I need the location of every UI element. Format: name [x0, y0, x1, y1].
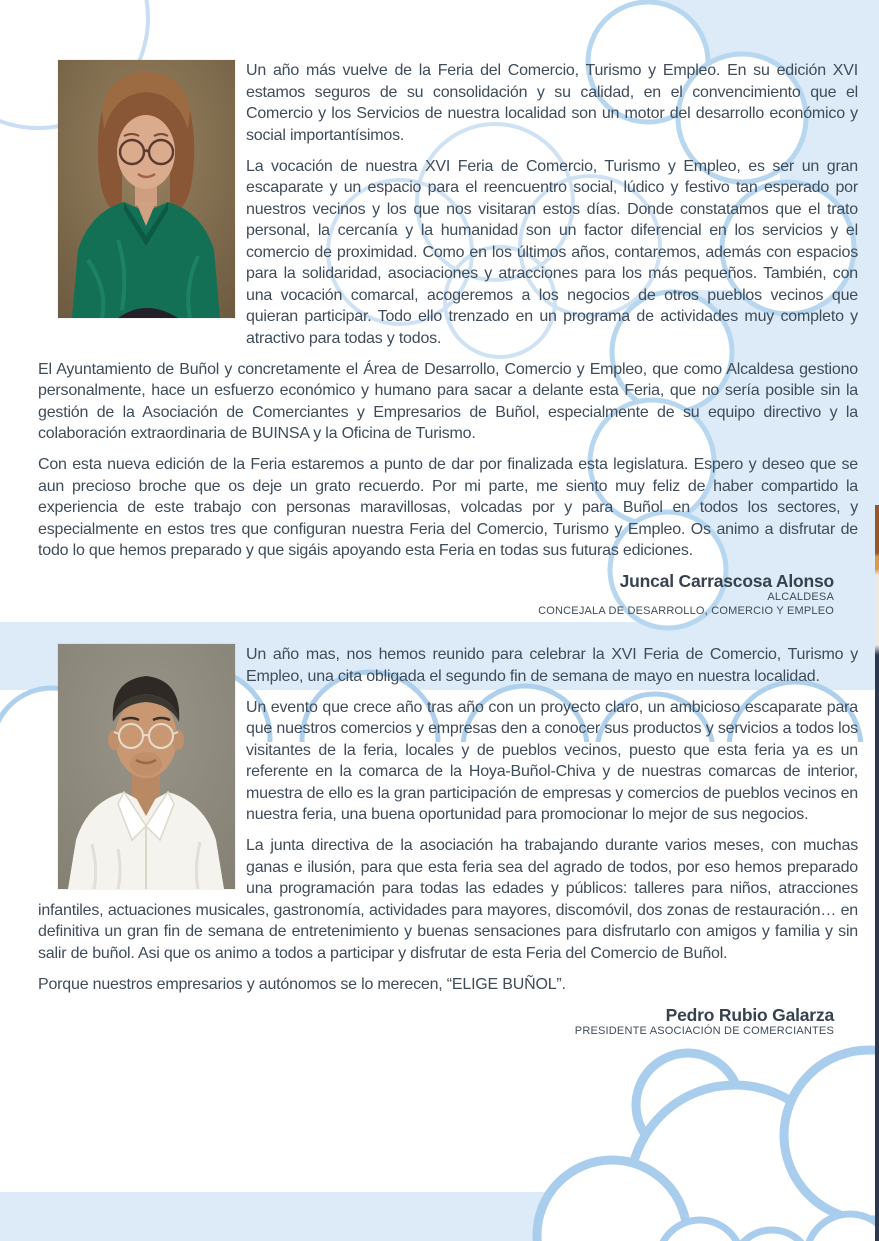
presidente-name: Pedro Rubio Galarza	[665, 1004, 834, 1025]
letter1-paragraph-4: Con esta nueva edición de la Feria estaremos a punto de dar por finalizada esta legislatura. Espero y deseo que se aun precioso broche que os deje un grato recuerdo. Por mi parte, me siento muy feliz de haber compartido la experiencia de este trabajo con personas maravillosas, volcadas por y para Buñol en todos los sectores, y especialmente en estos tres que configuran nuestra Feria del Comercio, Turismo y Empleo. Os animo a disfrutar de todo lo que hemos preparado y que sigáis apoyando esta Feria en todas sus futuras ediciones.	[38, 456, 858, 559]
letter-presidente	[38, 644, 858, 1038]
letter1-paragraph-3: El Ayuntamiento de Buñol y concretamente el Área de Desarrollo, Comercio y Empleo, que como Alcaldesa gestiono personalmente, hace un esfuerzo económico y humano para sacar a delante esta Feria, que no sería posible sin la gestión de la Asociación de Comerciantes y Empresarios de Buñol, especialmente de su equipo directivo y la colaboración extraordinaria de BUINSA y la Oficina de Turismo.	[38, 360, 858, 442]
letter2-paragraph-1: Un año mas, nos hemos reunido para celebrar la XVI Feria de Comercio, Turismo y Empleo, una cita obligada el segundo fin de semana de mayo en nuestra localidad.	[246, 646, 858, 685]
alcaldesa-signature	[38, 571, 858, 618]
presidente-portrait-illustration	[58, 644, 235, 889]
letter2-paragraph-3: La junta directiva de la asociación ha trabajando durante varios meses, con muchas ganas e ilusión, para que esta feria sea del agrado de todos, por eso hemos preparado una programación para todas las edades y públicos: talleres para niños, atracciones infantiles, actuaciones musicales, gastronomía, actividades para mayores, discomóvil, dos zonas de restauración… en definitiva un gran fin de semana de entretenimiento y buenas sensaciones para disfrutarlo con amigos y familia y sin salir de buñol. Asi que os animo a todos a participar y disfrutar de esta Feria del Comercio de Buñol.	[38, 837, 858, 962]
alcaldesa-portrait-illustration	[58, 60, 235, 318]
letter2-paragraph-2: Un evento que crece año tras año con un proyecto claro, un ambicioso escaparate para que nuestros comercios y empresas den a conocer sus productos y servicios a todos los visitantes de la feria, locales y de pueblos vecinos, puesto que esta feria ya es un referente en la comarca de la Hoya-Buñol-Chiva y de nuestras comarcas de interior, muestra de ello es la gran participación de empresas y comercios de pueblos vecinos en nuestra feria, una buena oportunidad para promocionar lo mejor de sus negocios.	[246, 698, 858, 823]
presidente-photo	[58, 644, 235, 889]
letter1-paragraph-2: La vocación de nuestra XVI Feria de Comercio, Turismo y Empleo, es ser un gran escaparate y un espacio para el reencuentro social, lúdico y festivo tan esperado por nuestros vecinos y los que nos visitaran estos días. Donde constatamos que el trato personal, la cercanía y la humanidad son un factor diferencial en los servicios y el comercio de proximidad. Como en los últimos años, contaremos, además con espacios para la solidaridad, asociaciones y atracciones para los más pequeños. También, con una vocación comarcal, acogeremos a los negocios de otros pueblos vecinos que quieran participar. Todo ello trenzado en un programa de actividades muy completo y atractivo para todas y todos.	[246, 157, 858, 347]
presidente-signature	[38, 1005, 858, 1039]
letter-alcaldesa	[38, 60, 858, 618]
alcaldesa-photo	[58, 60, 235, 318]
alcaldesa-name: Juncal Carrascosa Alonso	[619, 571, 834, 591]
presidente-role-1: PRESIDENTE ASOCIACIÓN DE COMERCIANTES	[574, 1024, 834, 1037]
letter2-paragraph-4: Porque nuestros empresarios y autónomos se lo merecen, “ELIGE BUÑOL”.	[38, 975, 566, 993]
letter1-paragraph-1: Un año más vuelve de la Feria del Comercio, Turismo y Empleo. En su edición XVI estamos seguros de su consolidación y su calidad, en el convencimiento que el Comercio y los Servicios de nuestra localidad son un motor del desarrollo económico y social importantísimos.	[246, 62, 858, 144]
alcaldesa-role-2: CONCEJALA DE DESARROLLO, COMERCIO Y EMPLEO	[538, 604, 834, 617]
alcaldesa-role-1: ALCALDESA	[767, 591, 834, 603]
